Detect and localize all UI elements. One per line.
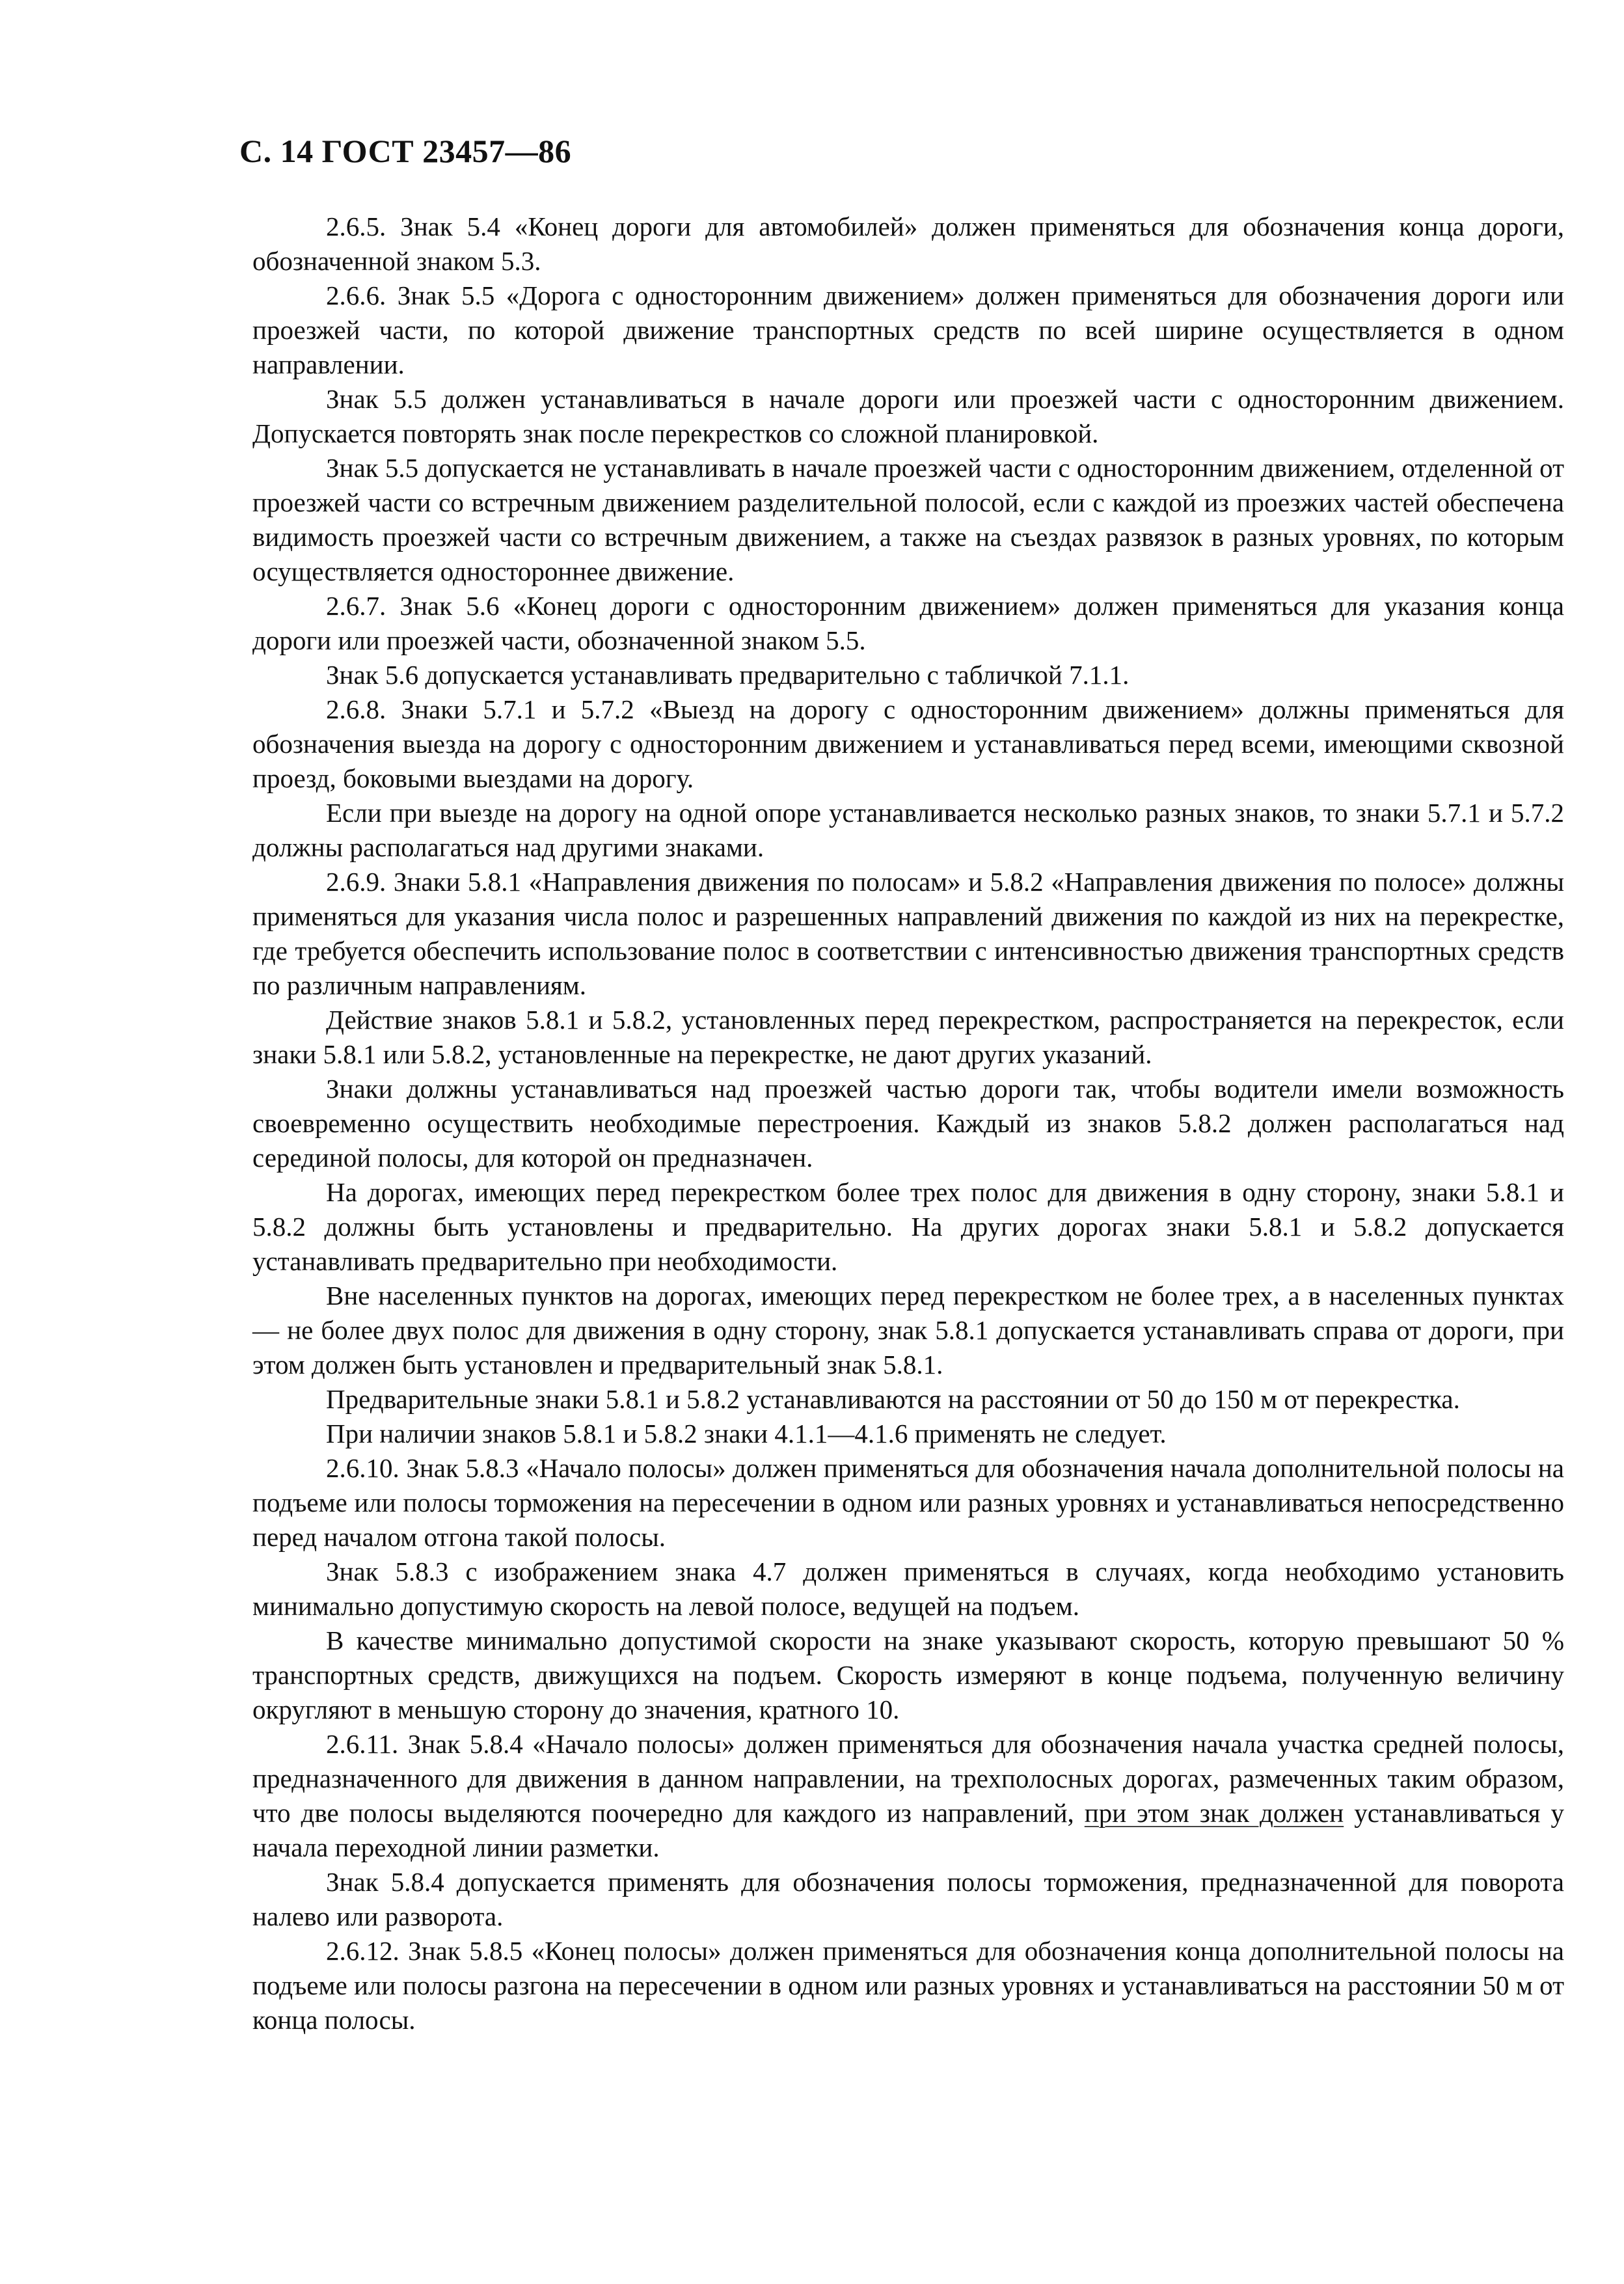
paragraph-2-6-10: 2.6.10. Знак 5.8.3 «Начало полосы» должен применяться для обозначения начала дополнительной полосы на подъеме или полосы торможения на пересечении в одном или разных уровнях и устанавливаться непосредственно перед началом отгона такой полосы. — [252, 1453, 1564, 1552]
paragraph: Знак 5.5 должен устанавливаться в начале дороги или проезжей части с односторонним движением. Допускается повторять знак после перекрестков со сложной планировкой. — [252, 384, 1564, 448]
paragraph-2-6-8: 2.6.8. Знаки 5.7.1 и 5.7.2 «Выезд на дорогу с односторонним движением» должны применяться для обозначения выезда на дорогу с односторонним движением и устанавливаться перед всеми, имеющими сквозной проезд, боковыми выездами на дорогу. — [252, 694, 1564, 793]
paragraph-2-6-11 — [252, 1727, 1564, 1865]
paragraph-2-6-9: 2.6.9. Знаки 5.8.1 «Направления движения по полосам» и 5.8.2 «Направления движения по полосе» должны применяться для указания числа полос и разрешенных направлений движения по каждой из них на перекрестке, где требуется обеспечить использование полос в соответствии с интенсивностью движения транспортных средств по различным направлениям. — [252, 867, 1564, 1000]
paragraph: Знак 5.8.4 допускается применять для обозначения полосы торможения, предназначенной для поворота налево или разворота. — [252, 1867, 1564, 1931]
paragraph: Знак 5.8.3 с изображением знака 4.7 должен применяться в случаях, когда необходимо установить минимально допустимую скорость на левой полосе, ведущей на подъем. — [252, 1557, 1564, 1621]
paragraph-2-6-7: 2.6.7. Знак 5.6 «Конец дороги с односторонним движением» должен применяться для указания конца дороги или проезжей части, обозначенной знаком 5.5. — [252, 591, 1564, 655]
paragraph: При наличии знаков 5.8.1 и 5.8.2 знаки 4.1.1—4.1.6 применять не следует. — [326, 1419, 1167, 1448]
paragraph: Действие знаков 5.8.1 и 5.8.2, установленных перед перекрестком, распространяется на перекресток, если знаки 5.8.1 или 5.8.2, установленные на перекрестке, не дают других указаний. — [252, 1005, 1564, 1069]
paragraph: Знак 5.5 допускается не устанавливать в начале проезжей части с односторонним движением, отделенной от проезжей части со встречным движением разделительной полосой, если с каждой из проезжих частей обеспечена видимость проезжей части со встречным движением, а также на съездах развязок в разных уровнях, по которым осуществляется одностороннее движение. — [252, 453, 1564, 586]
paragraph: Вне населенных пунктов на дорогах, имеющих перед перекрестком не более трех, а в населенных пунктах — не более двух полос для движения в одну сторону, знак 5.8.1 допускается устанавливать справа от дороги, при этом должен быть установлен и предварительный знак 5.8.1. — [252, 1281, 1564, 1380]
underlined-phrase: при этом знак должен — [1084, 1798, 1344, 1828]
paragraph: Знаки должны устанавливаться над проезжей частью дороги так, чтобы водители имели возможность своевременно осуществить необходимые перестроения. Каждый из знаков 5.8.2 должен располагаться над серединой полосы, для которой он предназначен. — [252, 1074, 1564, 1173]
paragraph-text: 2.6.11. Знак 5.8.4 «Начало полосы» должен применяться для обозначения начала участка средней полосы, предназначенного для движения в данном направлении, на трехполосных дорогах, размеченных таким образом, что две полосы выделяются поочередно для каждого из направлений, — [252, 1729, 1564, 1828]
paragraph: В качестве минимально допустимой скорости на знаке указывают скорость, которую превышают 50 % транспортных средств, движущихся на подъем. Скорость измеряют в конце подъема, полученную величину округляют в меньшую сторону до значения, кратного 10. — [252, 1625, 1564, 1724]
paragraph-2-6-5: 2.6.5. Знак 5.4 «Конец дороги для автомобилей» должен применяться для обозначения конца дороги, обозначенной знаком 5.3. — [252, 211, 1564, 276]
paragraph-text-after: устанавливаться у начала переходной линии разметки. — [252, 1798, 1565, 1862]
paragraph-2-6-6: 2.6.6. Знак 5.5 «Дорога с односторонним движением» должен применяться для обозначения дороги или проезжей части, по которой движение транспортных средств по всей ширине осуществляется в одном направлении. — [252, 280, 1564, 379]
paragraph-2-6-12: 2.6.12. Знак 5.8.5 «Конец полосы» должен применяться для обозначения конца дополнительной полосы на подъеме или полосы разгона на пересечении в одном или разных уровнях и устанавливаться на расстоянии 50 м от конца полосы. — [252, 1936, 1564, 2035]
document-body — [252, 210, 1564, 2037]
paragraph: Если при выезде на дорогу на одной опоре устанавливается несколько разных знаков, то знаки 5.7.1 и 5.7.2 должны располагаться над другими знаками. — [252, 798, 1564, 862]
page-header: С. 14 ГОСТ 23457—86 — [239, 133, 572, 169]
paragraph: Знак 5.6 допускается устанавливать предварительно с табличкой 7.1.1. — [326, 660, 1130, 690]
paragraph: На дорогах, имеющих перед перекрестком более трех полос для движения в одну сторону, знаки 5.8.1 и 5.8.2 должны быть установлены и предварительно. На других дорогах знаки 5.8.1 и 5.8.2 допускается устанавливать предварительно при необходимости. — [252, 1177, 1564, 1276]
paragraph: Предварительные знаки 5.8.1 и 5.8.2 устанавливаются на расстоянии от 50 до 150 м от перекрестка. — [326, 1384, 1460, 1414]
